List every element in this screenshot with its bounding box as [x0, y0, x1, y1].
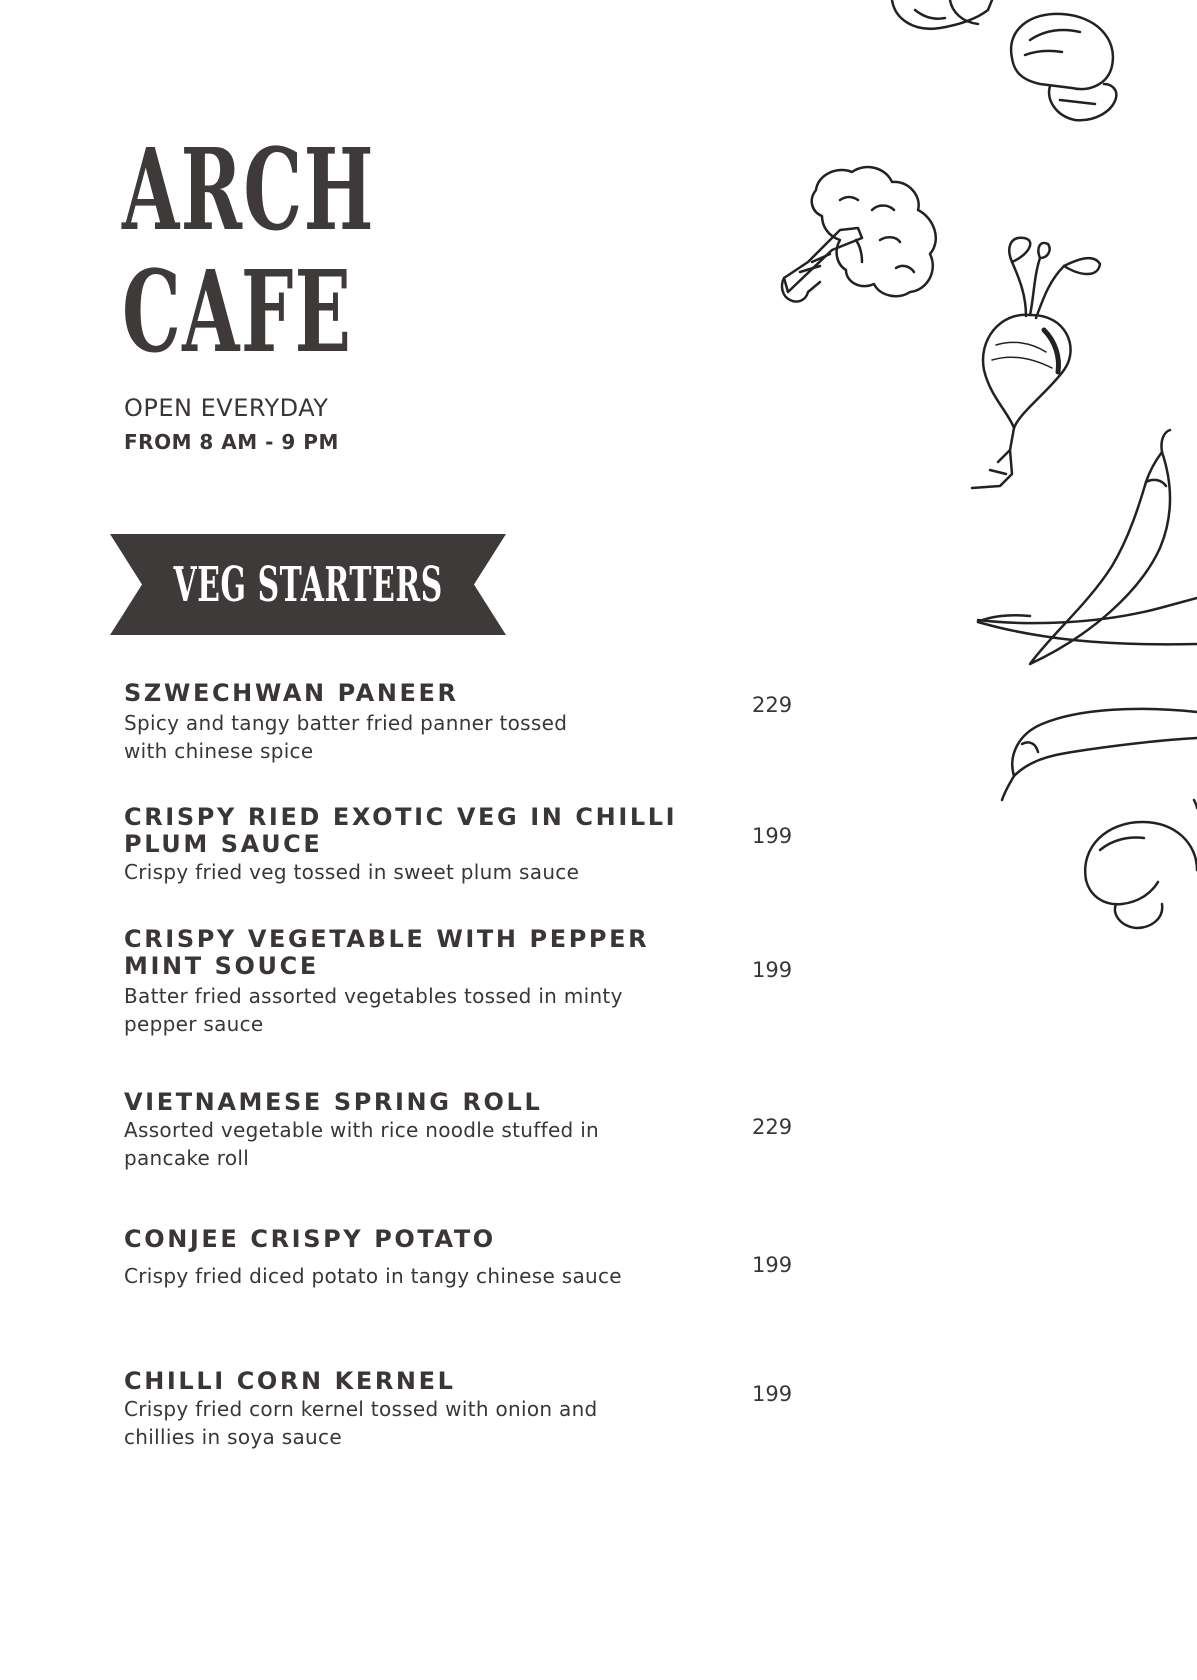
menu-item-price: 199	[752, 1253, 793, 1277]
section-title: VEG STARTERS	[173, 556, 443, 613]
menu-item	[124, 926, 684, 1038]
menu-item-name-line: PLUM SAUCE	[124, 830, 323, 858]
menu-item-name: CHILLI CORN KERNEL	[124, 1367, 456, 1395]
menu-item-name-line: MINT SOUCE	[124, 952, 319, 980]
menu-item-description	[124, 982, 684, 1038]
menu-item-description-line: pepper sauce	[124, 1012, 264, 1036]
chili-icon	[1002, 709, 1197, 800]
opening-days: OPEN EVERYDAY	[124, 394, 329, 422]
menu-item-name-line: CRISPY VEGETABLE WITH PEPPER	[124, 925, 650, 953]
beetroot-icon	[972, 238, 1100, 488]
menu-item	[124, 1226, 684, 1290]
menu-item-price: 229	[752, 1115, 793, 1139]
mushroom-icon	[892, 0, 992, 29]
menu-item-description-line: with chinese spice	[124, 739, 314, 763]
menu-item-name: SZWECHWAN PANEER	[124, 679, 459, 707]
menu-item-price: 229	[752, 693, 793, 717]
menu-item-description-line: Batter fried assorted vegetables tossed in minty	[124, 984, 623, 1008]
broccoli-icon	[782, 167, 936, 302]
menu-item-description-line: Crispy fried diced potato in tangy chinese sauce	[124, 1264, 622, 1288]
menu-item-description-line: Assorted vegetable with rice noodle stuffed in	[124, 1118, 600, 1142]
menu-item-description-line: Crispy fried corn kernel tossed with onion and	[124, 1397, 598, 1421]
menu-item-description-line: pancake roll	[124, 1146, 250, 1170]
menu-item-name: CONJEE CRISPY POTATO	[124, 1225, 496, 1253]
menu-item-description	[124, 1395, 684, 1451]
menu-item-name	[124, 926, 684, 980]
menu-item-description	[124, 709, 684, 765]
menu-item	[124, 1089, 684, 1172]
menu-item-price: 199	[752, 958, 793, 982]
menu-item	[124, 680, 684, 765]
menu-item-name-line: CRISPY RIED EXOTIC VEG IN CHILLI	[124, 803, 678, 831]
menu-item-description	[124, 1262, 684, 1290]
menu-item	[124, 1368, 684, 1451]
mushroom-icon	[1085, 800, 1197, 928]
menu-item-description	[124, 1116, 684, 1172]
cafe-title-line2: CAFE	[122, 247, 353, 378]
opening-hours: FROM 8 AM - 9 PM	[124, 430, 339, 454]
menu-item-description-line: chillies in soya sauce	[124, 1425, 342, 1449]
menu-item-description-line: Spicy and tangy batter fried panner tossed	[124, 711, 568, 735]
cafe-title-line1: ARCH	[122, 125, 375, 256]
chili-icon	[978, 430, 1197, 664]
menu-item-price: 199	[752, 824, 793, 848]
mushroom-icon	[1011, 14, 1116, 120]
menu-item-description-line: Crispy fried veg tossed in sweet plum sauce	[124, 860, 580, 884]
section-banner	[110, 534, 506, 635]
menu-item-name	[124, 804, 684, 858]
menu-item-description	[124, 858, 684, 886]
menu-item	[124, 804, 684, 886]
menu-item-price: 199	[752, 1382, 793, 1406]
cafe-title	[122, 125, 375, 378]
menu-item-name: VIETNAMESE SPRING ROLL	[124, 1088, 543, 1116]
